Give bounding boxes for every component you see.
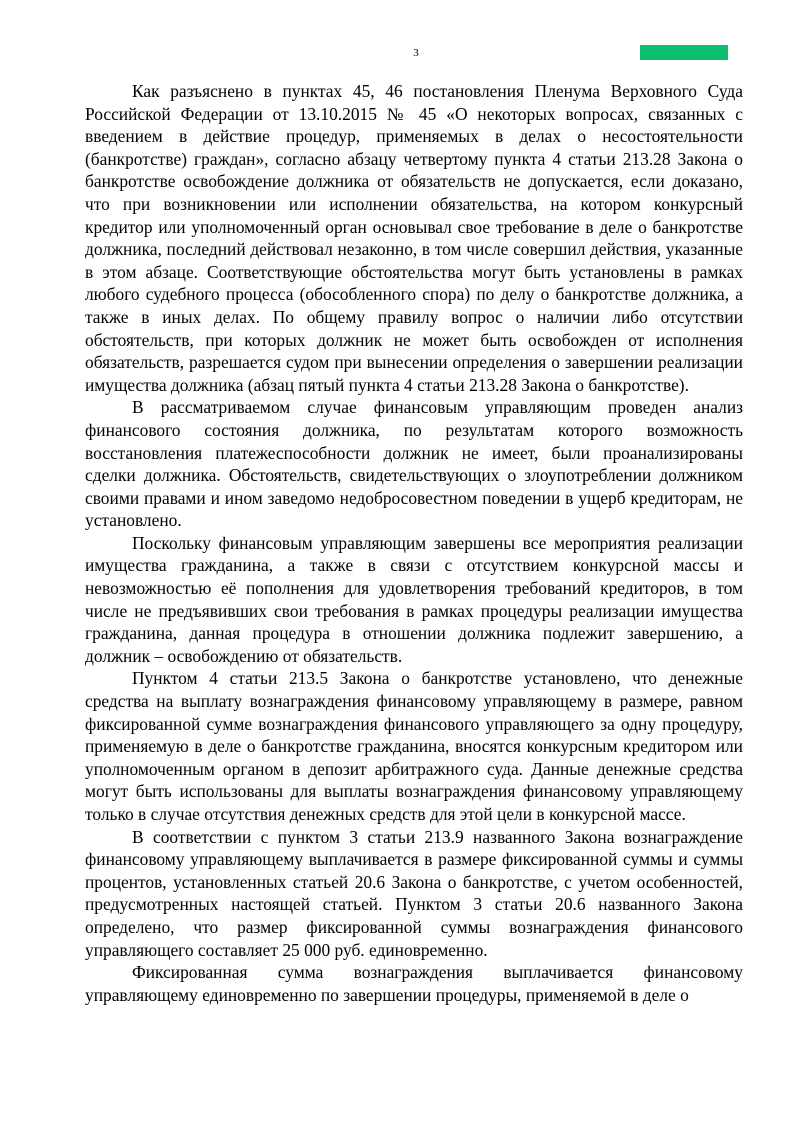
- paragraph-6: Фиксированная сумма вознаграждения выплачивается финансовому управляющему единовременно по завершении процедуры, применяемой в деле о: [85, 962, 743, 1005]
- green-marker-bar: [640, 45, 728, 60]
- page-number: 3: [413, 47, 419, 59]
- paragraph-3: Поскольку финансовым управляющим завершены все мероприятия реализации имущества гражданина, а также в связи с отсутствием конкурсной массы и невозможностью её пополнения для удовлетворения требований кредиторов, в том числе не предъявивших свои требования в рамках процедуры реализации имущества гражданина, данная процедура в отношении должника подлежит завершению, а должник – освобождению от обязательств.: [85, 532, 743, 666]
- paragraph-5: В соответствии с пунктом 3 статьи 213.9 названного Закона вознаграждение финансовому управляющему выплачивается в размере фиксированной суммы и суммы процентов, установленных статьей 20.6 Закона о банкротстве, с учетом особенностей, предусмотренных настоящей статьей. Пунктом 3 статьи 20.6 названного Закона определено, что размер фиксированной суммы вознаграждения финансового управляющего составляет 25 000 руб. единовременно.: [85, 826, 743, 960]
- paragraph-1: Как разъяснено в пунктах 45, 46 постановления Пленума Верховного Суда Российской Федерации от 13.10.2015 № 45 «О некоторых вопросах, связанных с введением в действие процедур, применяемых в делах о несостоятельности (банкротстве) граждан», согласно абзацу четвертому пункта 4 статьи 213.28 Закона о банкротстве освобождение должника от обязательств не допускается, если доказано, что при возникновении или исполнении обязательства, на котором конкурсный кредитор или уполномоченный орган основывал свое требование в деле о банкротстве должника, последний действовал незаконно, в том числе совершил действия, указанные в этом абзаце. Соответствующие обстоятельства могут быть установлены в рамках любого судебного процесса (обособленного спора) по делу о банкротстве должника, а также в иных делах. По общему правилу вопрос о наличии либо отсутствии обстоятельств, при которых должник не может быть освобожден от исполнения обязательств, разрешается судом при вынесении определения о завершении реализации имущества должника (абзац пятый пункта 4 статьи 213.28 Закона о банкротстве).: [85, 81, 743, 395]
- paragraph-4: Пунктом 4 статьи 213.5 Закона о банкротстве установлено, что денежные средства на выплату вознаграждения финансовому управляющему в размере, равном фиксированной сумме вознаграждения финансового управляющего за одну процедуру, применяемую в деле о банкротстве гражданина, вносятся конкурсным кредитором или уполномоченным органом в депозит арбитражного суда. Данные денежные средства могут быть использованы для выплаты вознаграждения финансовому управляющему только в случае отсутствия денежных средств для этой цели в конкурсной массе.: [85, 668, 743, 824]
- document-body: [85, 80, 743, 1006]
- paragraph-2: В рассматриваемом случае финансовым управляющим проведен анализ финансового состояния должника, по результатам которого возможность восстановления платежеспособности должник не имеет, были проанализированы сделки должника. Обстоятельств, свидетельствующих о злоупотреблении должником своими правами и ином заведомо недобросовестном поведении в ущерб кредиторам, не установлено.: [85, 397, 743, 531]
